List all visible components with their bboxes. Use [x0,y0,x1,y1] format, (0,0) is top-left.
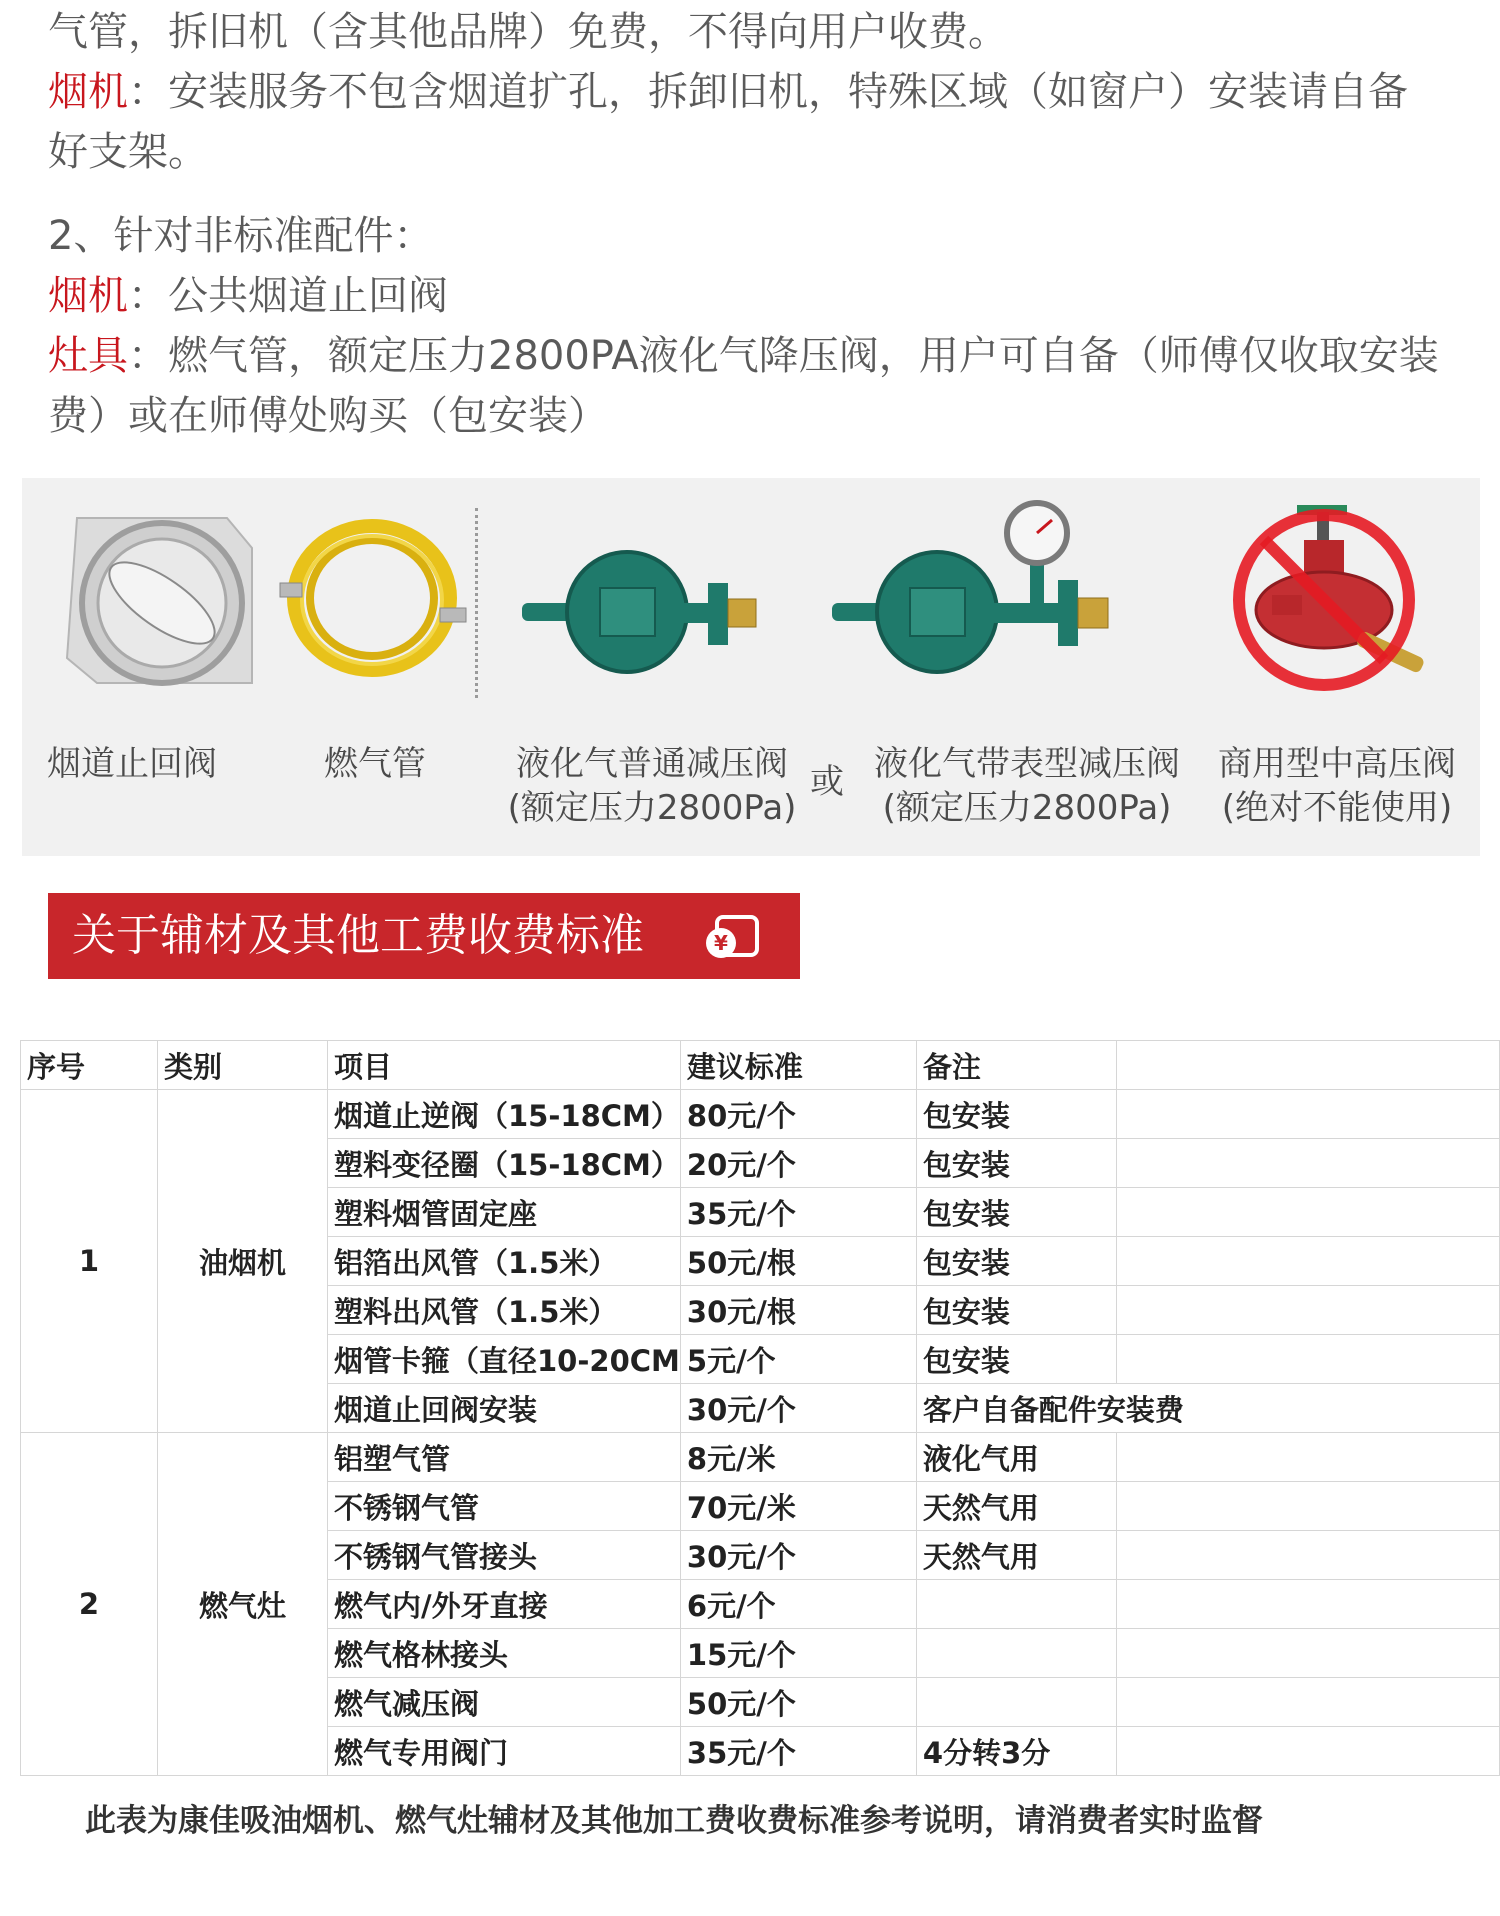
section-2-text [48,206,1488,446]
caption-gauge-regulator-sub: (额定压力2800Pa) [882,788,1172,828]
row-item: 燃气内/外牙直接 [328,1580,681,1629]
table-header-row [21,1041,1500,1090]
prohibited-valve-image [1212,500,1462,700]
row-item: 燃气格林接头 [328,1629,681,1678]
hood-tag: 烟机 [48,69,128,115]
row-extra [1116,1139,1499,1188]
row-extra [1116,1580,1499,1629]
row-item: 铝塑气管 [328,1433,681,1482]
fee-table [20,1040,1500,1776]
row-note: 包安装 [916,1237,1116,1286]
caption-hose-label: 燃气管 [324,744,426,784]
gas-hose-image [272,508,472,698]
banner-title: 关于辅材及其他工费收费标准 [72,910,644,961]
header-category: 类别 [158,1041,328,1090]
row-item: 塑料出风管（1.5米） [328,1286,681,1335]
header-note: 备注 [916,1041,1116,1090]
group-2-category: 燃气灶 [158,1433,328,1776]
table-footnote: 此表为康佳吸油烟机、燃气灶辅材及其他加工费收费标准参考说明，请消费者实时监督 [85,1803,1263,1839]
caption-prohibited-valve [1207,742,1467,830]
row-price: 8元/米 [680,1433,916,1482]
row-extra [1116,1188,1499,1237]
row-note [916,1629,1116,1678]
intro-hood-line-cont: 好支架。 [48,129,208,175]
gauge-regulator-image [832,498,1152,698]
row-note [916,1678,1116,1727]
group-2-no: 2 [21,1433,158,1776]
row-note: 包安装 [916,1335,1116,1384]
header-item: 项目 [328,1041,681,1090]
row-price: 50元/根 [680,1237,916,1286]
row-note: 包安装 [916,1090,1116,1139]
caption-regulator-sub: (额定压力2800Pa) [507,788,797,828]
row-price: 35元/个 [680,1727,916,1776]
row-extra [1116,1678,1499,1727]
intro-hood-line [48,62,1488,122]
row-note: 天然气用 [916,1482,1116,1531]
row-note: 客户自备配件安装费 [916,1384,1499,1433]
regulator-image [522,533,772,693]
caption-prohibited-valve-label: 商用型中高压阀 [1218,744,1456,784]
row-note: 包安装 [916,1139,1116,1188]
caption-damper-label: 烟道止回阀 [47,744,217,784]
row-price: 50元/个 [680,1678,916,1727]
caption-prohibited-valve-sub: (绝对不能使用) [1221,788,1453,828]
hood2-text: ：公共烟道止回阀 [128,273,448,319]
row-price: 70元/米 [680,1482,916,1531]
row-item: 不锈钢气管接头 [328,1531,681,1580]
row-price: 6元/个 [680,1580,916,1629]
row-extra [1116,1727,1499,1776]
row-note: 4分转3分 [916,1727,1116,1776]
row-extra [1116,1090,1499,1139]
header-empty [1116,1041,1499,1090]
caption-damper [37,742,227,786]
group-1-category: 油烟机 [158,1090,328,1433]
table-row [21,1090,1500,1139]
row-item: 燃气专用阀门 [328,1727,681,1776]
section-2-hood-line [48,266,1488,326]
row-extra [1116,1237,1499,1286]
row-item: 塑料烟管固定座 [328,1188,681,1237]
product-panel [22,478,1480,856]
panel-divider [475,508,478,698]
caption-regulator-label: 液化气普通减压阀 [516,744,788,784]
intro-line-1: 气管，拆旧机（含其他品牌）免费，不得向用户收费。 [48,9,1008,55]
hood2-tag: 烟机 [48,273,128,319]
row-item: 铝箔出风管（1.5米） [328,1237,681,1286]
row-item: 烟管卡箍（直径10-20CM [328,1335,681,1384]
intro-text [48,2,1488,182]
section-2-stove-line-cont: 费）或在师傅处购买（包安装） [48,393,608,439]
row-extra [1116,1482,1499,1531]
section-2-title: 2、针对非标准配件： [48,213,434,259]
section-banner [48,893,800,979]
row-note [916,1580,1116,1629]
yen-money-icon [703,913,761,961]
row-price: 30元/个 [680,1531,916,1580]
row-price: 80元/个 [680,1090,916,1139]
row-note: 液化气用 [916,1433,1116,1482]
row-item: 烟道止逆阀（15-18CM） [328,1090,681,1139]
row-note: 包安装 [916,1188,1116,1237]
caption-hose [290,742,460,786]
row-price: 20元/个 [680,1139,916,1188]
stove-tag: 灶具 [48,333,128,379]
row-note: 包安装 [916,1286,1116,1335]
row-item: 烟道止回阀安装 [328,1384,681,1433]
header-price: 建议标准 [680,1041,916,1090]
or-text: 或 [810,762,844,802]
row-price: 5元/个 [680,1335,916,1384]
row-price: 30元/根 [680,1286,916,1335]
table-row [21,1433,1500,1482]
stove-text: ：燃气管，额定压力2800PA液化气降压阀，用户可自备（师傅仅收取安装 [128,333,1439,379]
row-note: 天然气用 [916,1531,1116,1580]
caption-gauge-regulator-label: 液化气带表型减压阀 [874,744,1180,784]
caption-regulator [502,742,802,830]
hood-text: ：安装服务不包含烟道扩孔，拆卸旧机，特殊区域（如窗户）安装请自备 [128,69,1408,115]
group-1-no: 1 [21,1090,158,1433]
header-no: 序号 [21,1041,158,1090]
row-extra [1116,1433,1499,1482]
row-item: 燃气减压阀 [328,1678,681,1727]
row-price: 30元/个 [680,1384,916,1433]
row-extra [1116,1286,1499,1335]
row-extra [1116,1335,1499,1384]
row-price: 15元/个 [680,1629,916,1678]
svg-text:¥: ¥ [714,931,728,955]
row-item: 塑料变径圈（15-18CM） [328,1139,681,1188]
row-price: 35元/个 [680,1188,916,1237]
row-extra [1116,1629,1499,1678]
row-item: 不锈钢气管 [328,1482,681,1531]
caption-gauge-regulator [857,742,1197,830]
section-2-stove-line [48,326,1488,386]
damper-valve-image [57,508,257,693]
row-extra [1116,1531,1499,1580]
